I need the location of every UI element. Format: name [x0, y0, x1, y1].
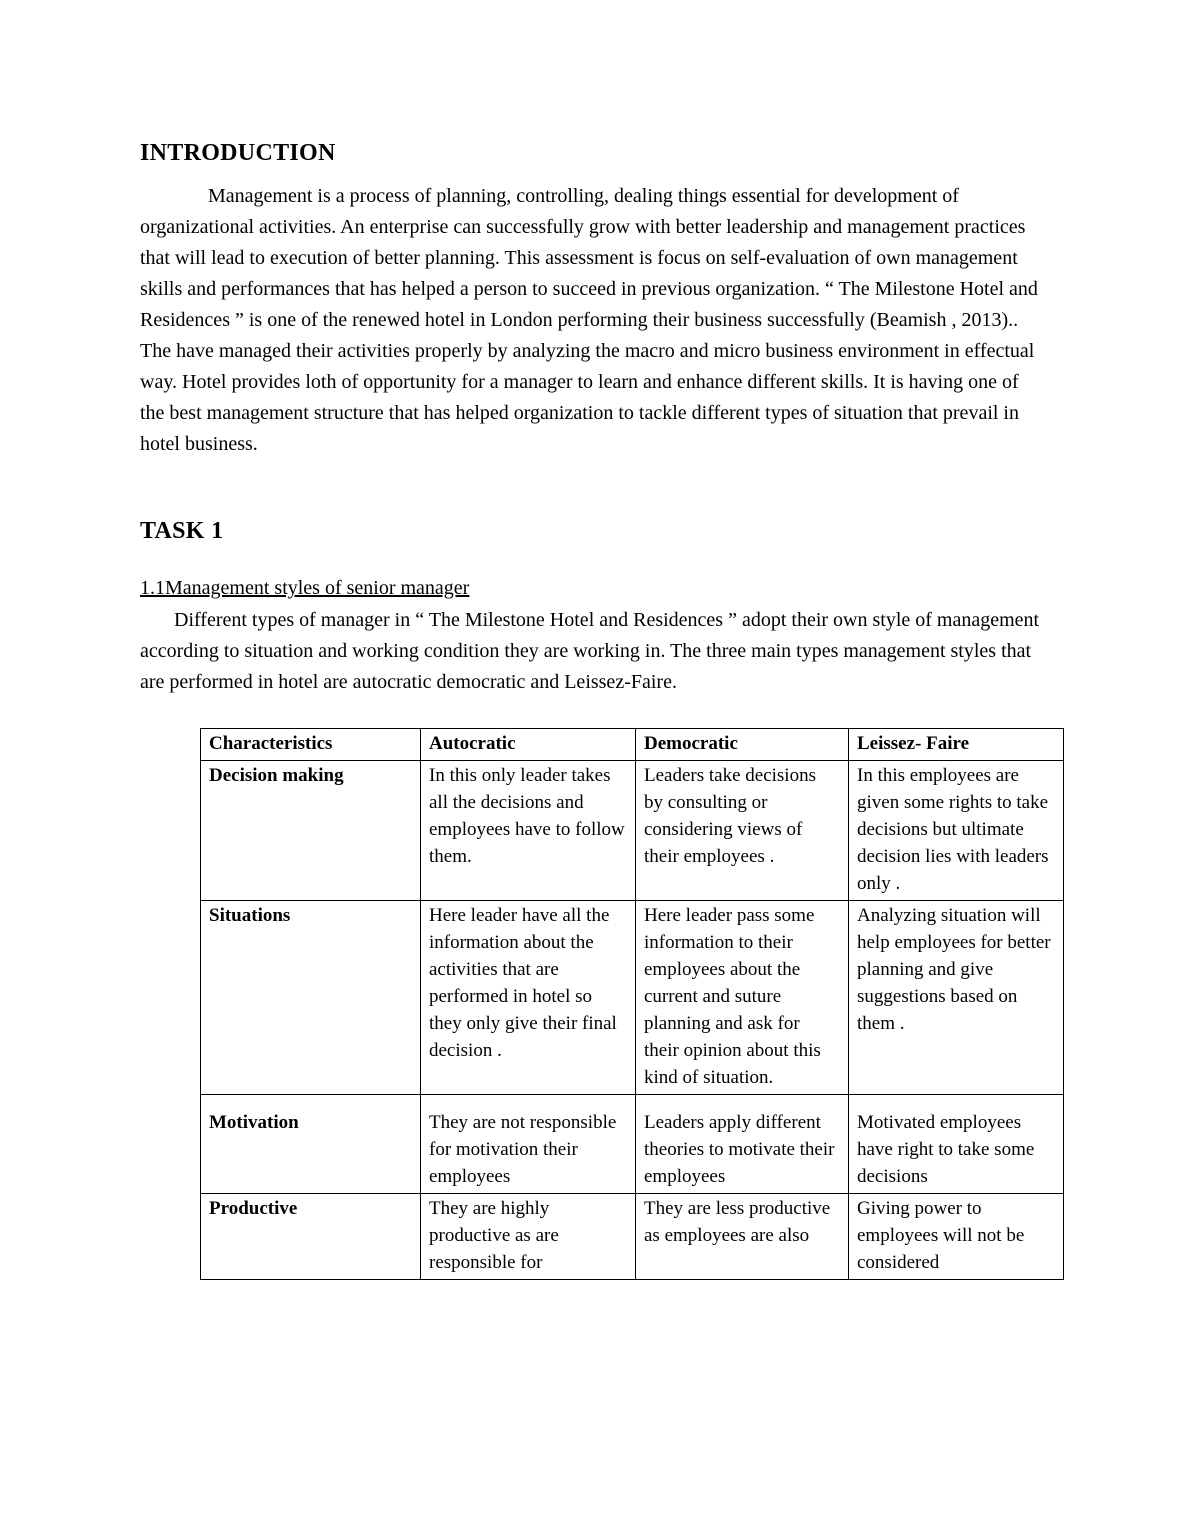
table-header-autocratic: Autocratic [421, 729, 636, 761]
cell-motivation-autocratic: They are not responsible for motivation their employees [421, 1095, 636, 1194]
section-paragraph: Different types of manager in “ The Milestone Hotel and Residences ” adopt their own style of management according to situation and working condition they are working in. The three main types management styles that are performed in hotel are autocratic democratic and Leissez-Faire. [140, 609, 1040, 693]
table-row-situations [201, 901, 1064, 1095]
cell-productive-leissez: Giving power to employees will not be considered [849, 1194, 1064, 1280]
table-header-row [201, 729, 1064, 761]
cell-productive-autocratic: They are highly productive as are responsible for [421, 1194, 636, 1280]
cell-decision-leissez: In this employees are given some rights to take decisions but ultimate decision lies with leaders only . [849, 761, 1064, 901]
intro-paragraph: Management is a process of planning, controlling, dealing things essential for development of organizational activities. An enterprise can successfully grow with better leadership and management practices that will lead to execution of better planning. This assessment is focus on self-evaluation of own management skills and performances that has helped a person to succeed in previous organization. “ The Milestone Hotel and Residences ” is one of the renewed hotel in London performing their business successfully (Beamish , 2013).. The have managed their activities properly by analyzing the macro and micro business environment in effectual way. Hotel provides loth of opportunity for a manager to learn and enhance different skills. It is having one of the best management structure that has helped organization to tackle different types of situation that prevail in hotel business. [140, 185, 1038, 455]
table-header-characteristics: Characteristics [201, 729, 421, 761]
table-row-motivation [201, 1095, 1064, 1194]
table-header-democratic: Democratic [636, 729, 849, 761]
table-row-productive [201, 1194, 1064, 1280]
management-styles-table [200, 728, 1064, 1280]
row-label-situations: Situations [201, 901, 421, 1095]
cell-decision-autocratic: In this only leader takes all the decisions and employees have to follow them. [421, 761, 636, 901]
row-label-decision-making: Decision making [201, 761, 421, 901]
cell-motivation-democratic: Leaders apply different theories to motivate their employees [636, 1095, 849, 1194]
row-label-productive: Productive [201, 1194, 421, 1280]
intro-heading: INTRODUCTION [140, 140, 336, 166]
cell-decision-democratic: Leaders take decisions by consulting or considering views of their employees . [636, 761, 849, 901]
table-row-decision-making [201, 761, 1064, 901]
row-label-motivation: Motivation [201, 1095, 421, 1194]
table-header-leissez-faire: Leissez- Faire [849, 729, 1064, 761]
section-subheading: 1.1Management styles of senior manager [140, 577, 470, 599]
task-heading: TASK 1 [140, 518, 224, 544]
cell-situations-democratic: Here leader pass some information to their employees about the current and suture planning and ask for their opinion about this kind of situation. [636, 901, 849, 1095]
cell-productive-democratic: They are less productive as employees are also [636, 1194, 849, 1280]
cell-situations-leissez: Analyzing situation will help employees for better planning and give suggestions based on them . [849, 901, 1064, 1095]
cell-motivation-leissez: Motivated employees have right to take some decisions [849, 1095, 1064, 1194]
cell-situations-autocratic: Here leader have all the information about the activities that are performed in hotel so they only give their final decision . [421, 901, 636, 1095]
